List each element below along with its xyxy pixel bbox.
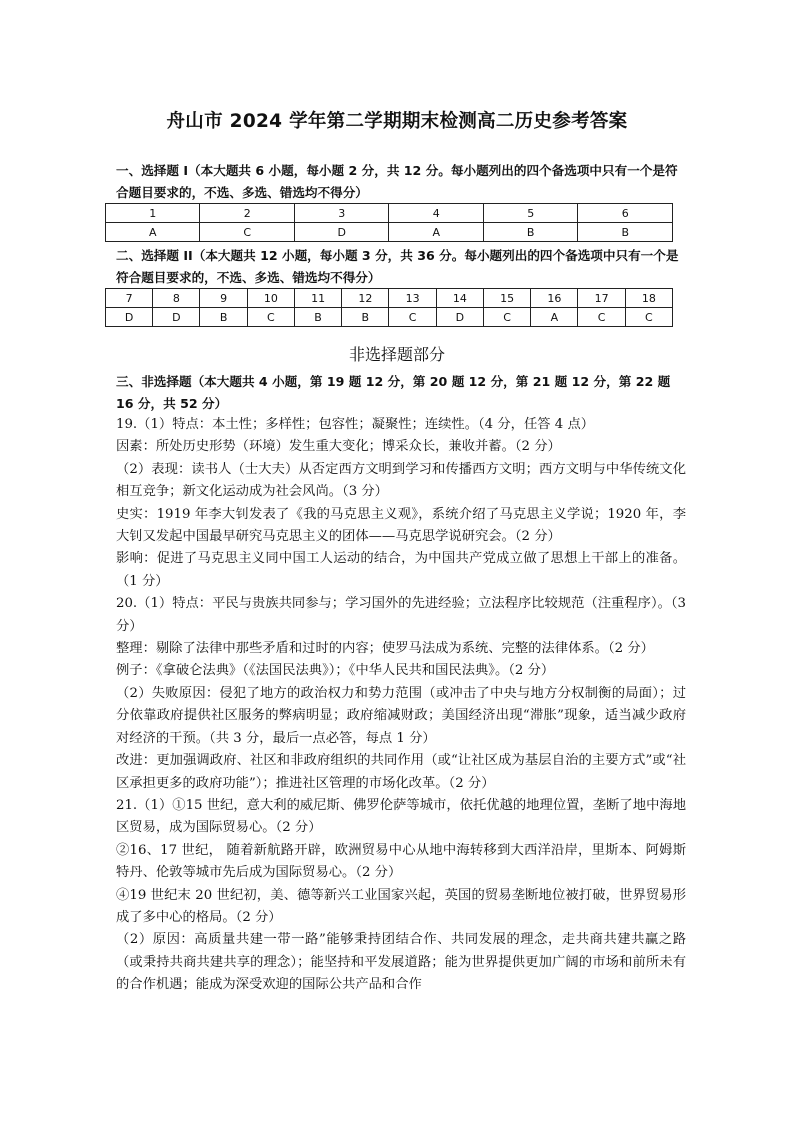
section-1-heading: 一、选择题 I（本大题共 6 小题，每小题 2 分，共 12 分。每小题列出的四个备选项中只有一个是符合题目要求的，不选、多选、错选均不得分）	[116, 163, 678, 200]
question-number: 7	[106, 289, 153, 308]
table-row-answers	[106, 308, 673, 327]
section-3-heading: 三、非选择题（本大题共 4 小题，第 19 题 12 分，第 20 题 12 分，第 21 题 12 分，第 22 题 16 分，共 52 分）	[116, 374, 671, 411]
question-number: 9	[200, 289, 247, 308]
answer-paragraph: （2）表现：读书人（士大夫）从否定西方文明到学习和传播西方文明；西方文明与中华传统文化相互竞争；新文化运动成为社会风尚。（3 分）	[116, 461, 686, 500]
answer-cell: A	[106, 223, 200, 242]
answer-cell: D	[436, 308, 483, 327]
answer-cell: B	[578, 223, 673, 242]
answer-cell: C	[389, 308, 436, 327]
answer-paragraph: 例子：《拿破仑法典》（《法国民法典》）；《中华人民共和国民法典》。（2 分）	[116, 663, 555, 679]
answer-body	[116, 414, 686, 997]
answer-paragraph: 改进：更加强调政府、社区和非政府组织的共同作用（或“让社区成为基层自治的主要方式”或“社区承担更多的政府功能”）；推进社区管理的市场化改革。（2 分）	[116, 753, 686, 791]
answer-paragraph: ②16、17 世纪， 随着新航路开辟，欧洲贸易中心从地中海转移到大西洋沿岸，里斯本、阿姆斯特丹、伦敦等城市先后成为国际贸易心。（2 分）	[116, 842, 686, 881]
answer-cell: C	[200, 223, 294, 242]
question-number: 10	[247, 289, 294, 308]
section-2-answer-table	[105, 288, 673, 327]
answer-paragraph: （2）失败原因：侵犯了地方的政治权力和势力范围（或冲击了中央与地方分权制衡的局面）；过分依靠政府提供社区服务的弊病明显；政府缩减财政；美国经济出现“滞胀”现象，适当减少政府对经济的干预。（共 3 分，最后一点必答，每点 1 分）	[116, 685, 686, 746]
answer-cell: A	[531, 308, 578, 327]
answer-paragraph: 影响：促进了马克思主义同中国工人运动的结合，为中国共产党成立做了思想上干部上的准备。（1 分）	[116, 551, 686, 589]
question-number: 4	[389, 204, 483, 223]
question-number: 6	[578, 204, 673, 223]
answer-cell: D	[153, 308, 200, 327]
section-subtitle: 非选择题部分	[348, 345, 445, 364]
question-number: 17	[578, 289, 625, 308]
question-number: 15	[483, 289, 530, 308]
answer-paragraph: 19.（1）特点：本土性；多样性；包容性；凝聚性；连续性。（4 分，任答 4 点）	[116, 417, 595, 432]
answer-paragraph: ④19 世纪末 20 世纪初，美、德等新兴工业国家兴起，英国的贸易垄断地位被打破，世界贸易形成了多中心的格局。（2 分）	[116, 887, 686, 925]
question-number: 8	[153, 289, 200, 308]
page-title: 舟山市 2024 学年第二学期期末检测高二历史参考答案	[166, 111, 628, 132]
answer-cell: D	[294, 223, 389, 242]
question-number: 5	[483, 204, 577, 223]
question-number: 13	[389, 289, 436, 308]
answer-paragraph: 整理：剔除了法律中那些矛盾和过时的内容；使罗马法成为系统、完整的法律体系。（2 分）	[116, 641, 654, 657]
section-2-heading: 二、选择题 II（本大题共 12 小题，每小题 3 分，共 36 分。每小题列出的四个备选项中只有一个是符合题目要求的，不选、多选、错选均不得分）	[116, 248, 679, 285]
answer-paragraph: 20.（1）特点：平民与贵族共同参与；学习国外的先进经验；立法程序比较规范（注重程序）。（3 分）	[116, 596, 686, 634]
table-row-answers	[106, 223, 673, 242]
answer-paragraph: 史实：1919 年李大钊发表了《我的马克思主义观》，系统介绍了马克思主义学说；1920 年，李大钊又发起中国最早研究马克思主义的团体——马克思学说研究会。（2 分）	[116, 506, 686, 545]
question-number: 18	[625, 289, 672, 308]
question-number: 14	[436, 289, 483, 308]
answer-cell: C	[247, 308, 294, 327]
answer-paragraph: 21.（1）①15 世纪，意大利的威尼斯、佛罗伦萨等城市，依托优越的地理位置，垄断了地中海地区贸易，成为国际贸易心。（2 分）	[116, 797, 686, 836]
answer-cell: B	[483, 223, 577, 242]
answer-cell: C	[483, 308, 530, 327]
answer-cell: C	[625, 308, 672, 327]
table-row-numbers	[106, 289, 673, 308]
question-number: 2	[200, 204, 294, 223]
table-row-numbers	[106, 204, 673, 223]
answer-cell: B	[200, 308, 247, 327]
answer-cell: A	[389, 223, 483, 242]
answer-cell: D	[106, 308, 153, 327]
answer-cell: C	[578, 308, 625, 327]
answer-paragraph: （2）原因：高质量共建一带一路”能够秉持团结合作、共同发展的理念，走共商共建共赢之路（或秉持共商共建共享的理念）；能坚持和平发展道路；能为世界提供更加广阔的市场和前所未有的合作机遇；能成为深受欢迎的国际公共产品和合作	[116, 932, 686, 993]
question-number: 1	[106, 204, 200, 223]
question-number: 11	[294, 289, 341, 308]
question-number: 16	[531, 289, 578, 308]
question-number: 12	[342, 289, 389, 308]
answer-cell: B	[294, 308, 341, 327]
question-number: 3	[294, 204, 389, 223]
section-1-answer-table	[105, 203, 673, 242]
answer-paragraph: 因素：所处历史形势（环境）发生重大变化；博采众长，兼收并蓄。（2 分）	[116, 439, 561, 455]
answer-cell: B	[342, 308, 389, 327]
